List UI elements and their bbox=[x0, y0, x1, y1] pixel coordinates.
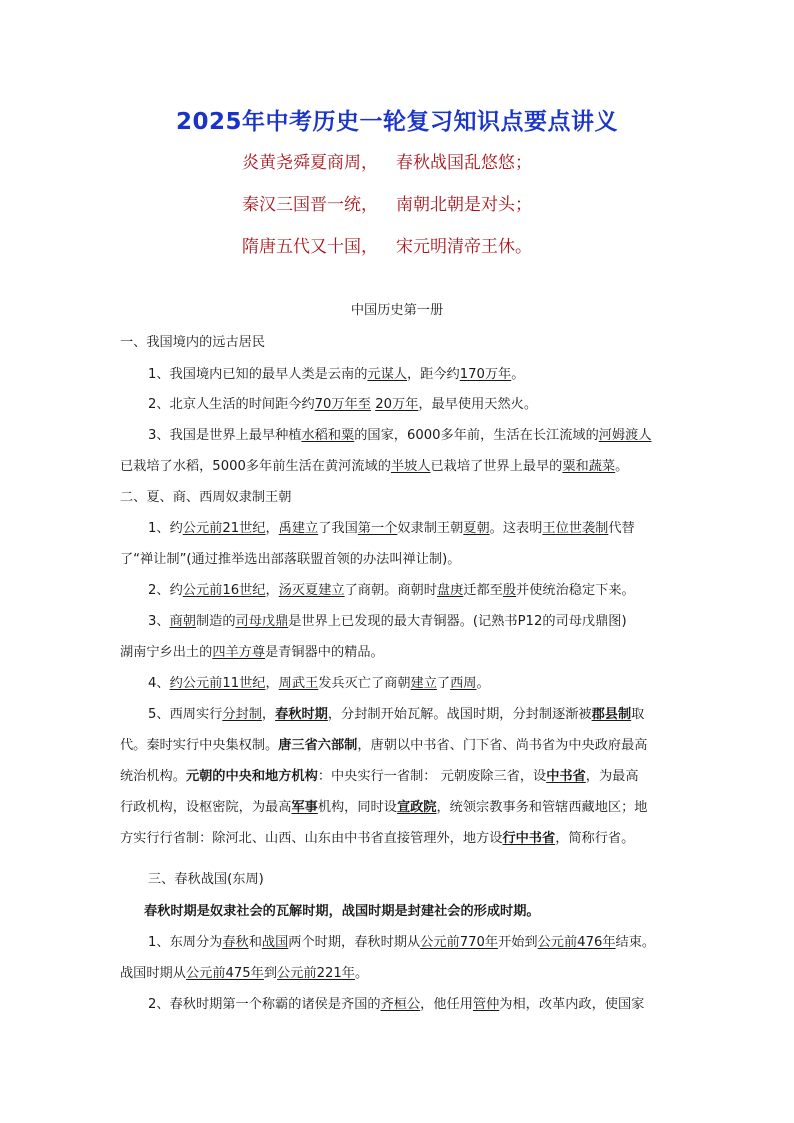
s2-paragraph-3: 3、商朝制造的司母戊鼎是世界上已发现的最大青铜器。(记熟书P12的司母戊鼎图) bbox=[148, 614, 627, 629]
s2-paragraph-3-cont: 湖南宁乡出土的四羊方尊是青铜器中的精品。 bbox=[120, 645, 384, 660]
s1-paragraph-1: 1、我国境内已知的最早人类是云南的元谋人，距今约170万年。 bbox=[148, 367, 525, 382]
s2-paragraph-4: 4、约公元前11世纪，周武王发兵灭亡了商朝建立了西周。 bbox=[148, 676, 490, 691]
s2-paragraph-5-line-2: 代。秦时实行中央集权制。唐三省六部制，唐朝以中书省、门下省、尚书省为中央政府最高 bbox=[120, 738, 648, 753]
poem-line-2: 秦汉三国晋一统， 南朝北朝是对头； bbox=[242, 195, 532, 215]
s3-paragraph-1: 1、东周分为春秋和战国两个时期，春秋时期从公元前770年开始到公元前476年结束。 bbox=[148, 935, 656, 950]
s3-paragraph-1-cont: 战国时期从公元前475年到公元前221年。 bbox=[120, 966, 369, 981]
s1-paragraph-2: 2、北京人生活的时间距今约70万年至 20万年，最早使用天然火。 bbox=[148, 397, 538, 412]
s2-paragraph-5-line-5: 方实行行省制：除河北、山西、山东由中书省直接管理外，地方设行中书省，简称行省。 bbox=[120, 831, 635, 846]
section-1-heading: 一、我国境内的远古居民 bbox=[120, 335, 266, 350]
s2-paragraph-1: 1、约公元前21世纪，禹建立了我国第一个奴隶制王朝夏朝。这表明王位世袭制代替 bbox=[148, 521, 635, 536]
s3-intro: 春秋时期是奴隶社会的瓦解时期，战国时期是封建社会的形成时期。 bbox=[144, 904, 540, 919]
s2-paragraph-2: 2、约公元前16世纪，汤灭夏建立了商朝。商朝时盘庚迁都至殷并使统治稳定下来。 bbox=[148, 583, 635, 598]
poem-line-1: 炎黄尧舜夏商周， 春秋战国乱悠悠； bbox=[242, 153, 532, 173]
s2-paragraph-1-cont: 了“禅让制”(通过推举选出部落联盟首领的办法叫禅让制)。 bbox=[120, 552, 461, 567]
s2-paragraph-5: 5、西周实行分封制，春秋时期，分封制开始瓦解。战国时期，分封制逐渐被郡县制取 bbox=[148, 707, 645, 722]
poem-line-3: 隋唐五代又十国， 宋元明清帝王休。 bbox=[242, 237, 532, 257]
s1-paragraph-3-cont: 已栽培了水稻，5000多年前生活在黄河流域的半坡人已栽培了世界上最早的粟和蔬菜。 bbox=[120, 459, 629, 474]
s2-paragraph-5-line-3: 统治机构。元朝的中央和地方机构：中央实行一省制： 元朝废除三省，设中书省，为最高 bbox=[120, 769, 639, 784]
book-title: 中国历史第一册 bbox=[350, 303, 444, 318]
s2-paragraph-5-line-4: 行政机构，设枢密院，为最高军事机构，同时设宣政院，统领宗教事务和管辖西藏地区；地 bbox=[120, 800, 648, 815]
section-3-heading: 三、春秋战国(东周) bbox=[148, 872, 264, 887]
s1-paragraph-3: 3、我国是世界上最早种植水稻和粟的国家，6000多年前，生活在长江流域的河姆渡人 bbox=[148, 428, 652, 443]
document-title: 2025年中考历史一轮复习知识点要点讲义 bbox=[175, 109, 618, 135]
s3-paragraph-2: 2、春秋时期第一个称霸的诸侯是齐国的齐桓公，他任用管仲为相，改革内政，使国家 bbox=[148, 997, 645, 1012]
section-2-heading: 二、夏、商、西周奴隶制王朝 bbox=[120, 490, 292, 505]
